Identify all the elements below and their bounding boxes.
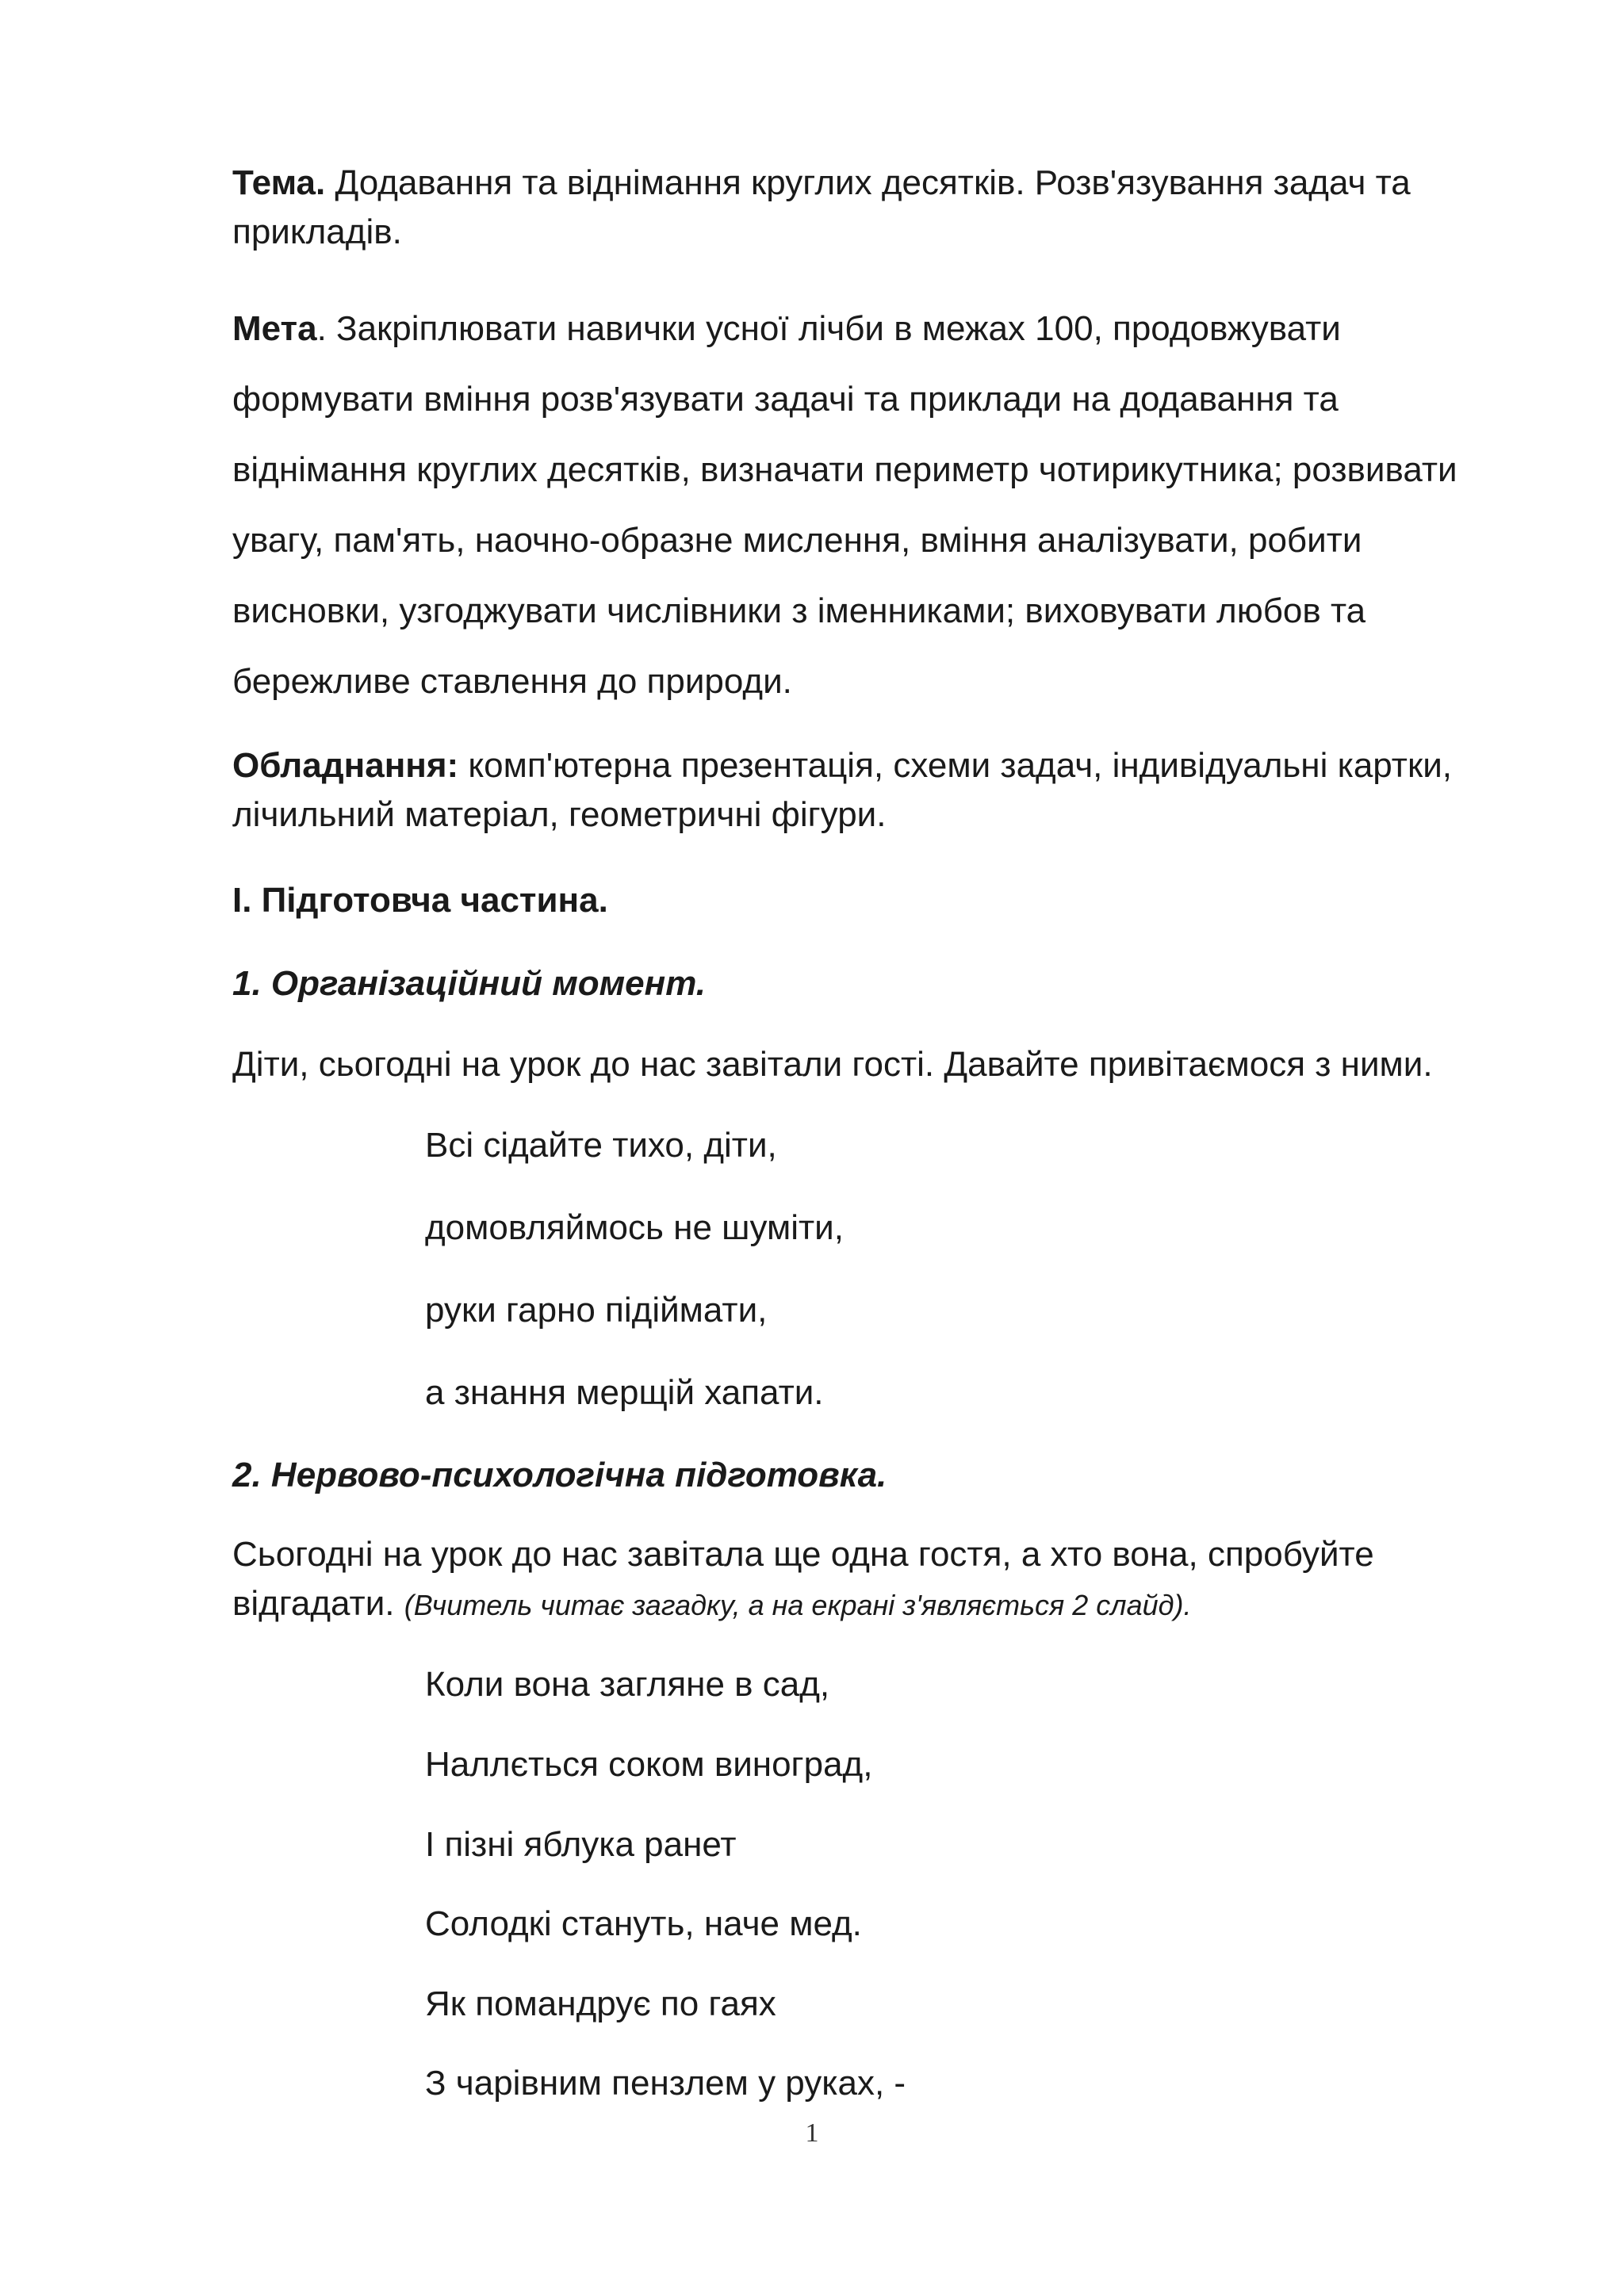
topic-label: Тема. [232, 163, 326, 202]
teacher-note: (Вчитель читає загадку, а на екрані з'являється 2 слайд). [404, 1589, 1192, 1621]
verse1-line-3: руки гарно підіймати, [425, 1291, 768, 1330]
goal-line-1 [232, 293, 1501, 364]
goal-text-6: бережливе ставлення до природи. [232, 662, 792, 701]
equipment-label: Обладнання: [232, 746, 459, 785]
equipment-paragraph [232, 741, 1501, 840]
topic-line-1 [232, 159, 1501, 208]
verse2-line-3: І пізні яблука ранет [425, 1825, 737, 1864]
verse1-line-4: а знання мерщій хапати. [425, 1373, 824, 1412]
equipment-text-2: лічильний матеріал, геометричні фігури. [232, 795, 887, 834]
equipment-line-1 [232, 741, 1501, 790]
riddle-intro-line-2 [232, 1579, 1501, 1630]
verse2-line-1: Коли вона загляне в сад, [425, 1665, 830, 1704]
verse2-line-2: Наллється соком виноград, [425, 1745, 873, 1784]
verse2-line-5: Як помандрує по гаях [425, 1984, 776, 2023]
goal-paragraph [232, 293, 1501, 717]
topic-text-1: Додавання та віднімання круглих десятків. Розв'язування задач та [335, 163, 1411, 202]
topic-text-2: прикладів. [232, 212, 402, 251]
verse2-line-4: Солодкі стануть, наче мед. [425, 1904, 862, 1943]
goal-text-3: віднімання круглих десятків, визначати периметр чотирикутника; розвивати [232, 450, 1457, 489]
verse2-line-6: З чарівним пензлем у руках, - [425, 2064, 906, 2103]
verse1-line-1: Всі сідайте тихо, діти, [425, 1126, 777, 1165]
goal-text-1: . Закріплювати навички усної лічби в межах 100, продовжувати [316, 309, 1341, 348]
greeting-text: Діти, сьогодні на урок до нас завітали гості. Давайте привітаємося з ними. [232, 1045, 1433, 1084]
equipment-text-1: комп'ютерна презентація, схеми задач, індивідуальні картки, [458, 746, 1453, 785]
riddle-intro-paragraph [232, 1530, 1501, 1630]
goal-text-5: висновки, узгоджувати числівники з іменниками; виховувати любов та [232, 591, 1366, 630]
riddle-intro-line-1: Сьогодні на урок до нас завітала ще одна гостя, а хто вона, спробуйте [232, 1535, 1374, 1574]
goal-text-2: формувати вміння розв'язувати задачі та приклади на додавання та [232, 380, 1339, 419]
riddle-intro-text-2: відгадати. [232, 1584, 395, 1623]
topic-paragraph [232, 159, 1501, 257]
page-number: 1 [805, 2118, 819, 2148]
subheading-organizational: 1. Організаційний момент. [232, 964, 706, 1003]
verse1-line-2: домовляймось не шуміти, [425, 1208, 844, 1247]
goal-text-4: увагу, пам'ять, наочно-образне мислення, вміння аналізувати, робити [232, 521, 1362, 560]
goal-label: Мета [232, 309, 317, 348]
subheading-psychological: 2. Нервово-психологічна підготовка. [232, 1456, 887, 1494]
section-heading-1: І. Підготовча частина. [232, 881, 608, 920]
